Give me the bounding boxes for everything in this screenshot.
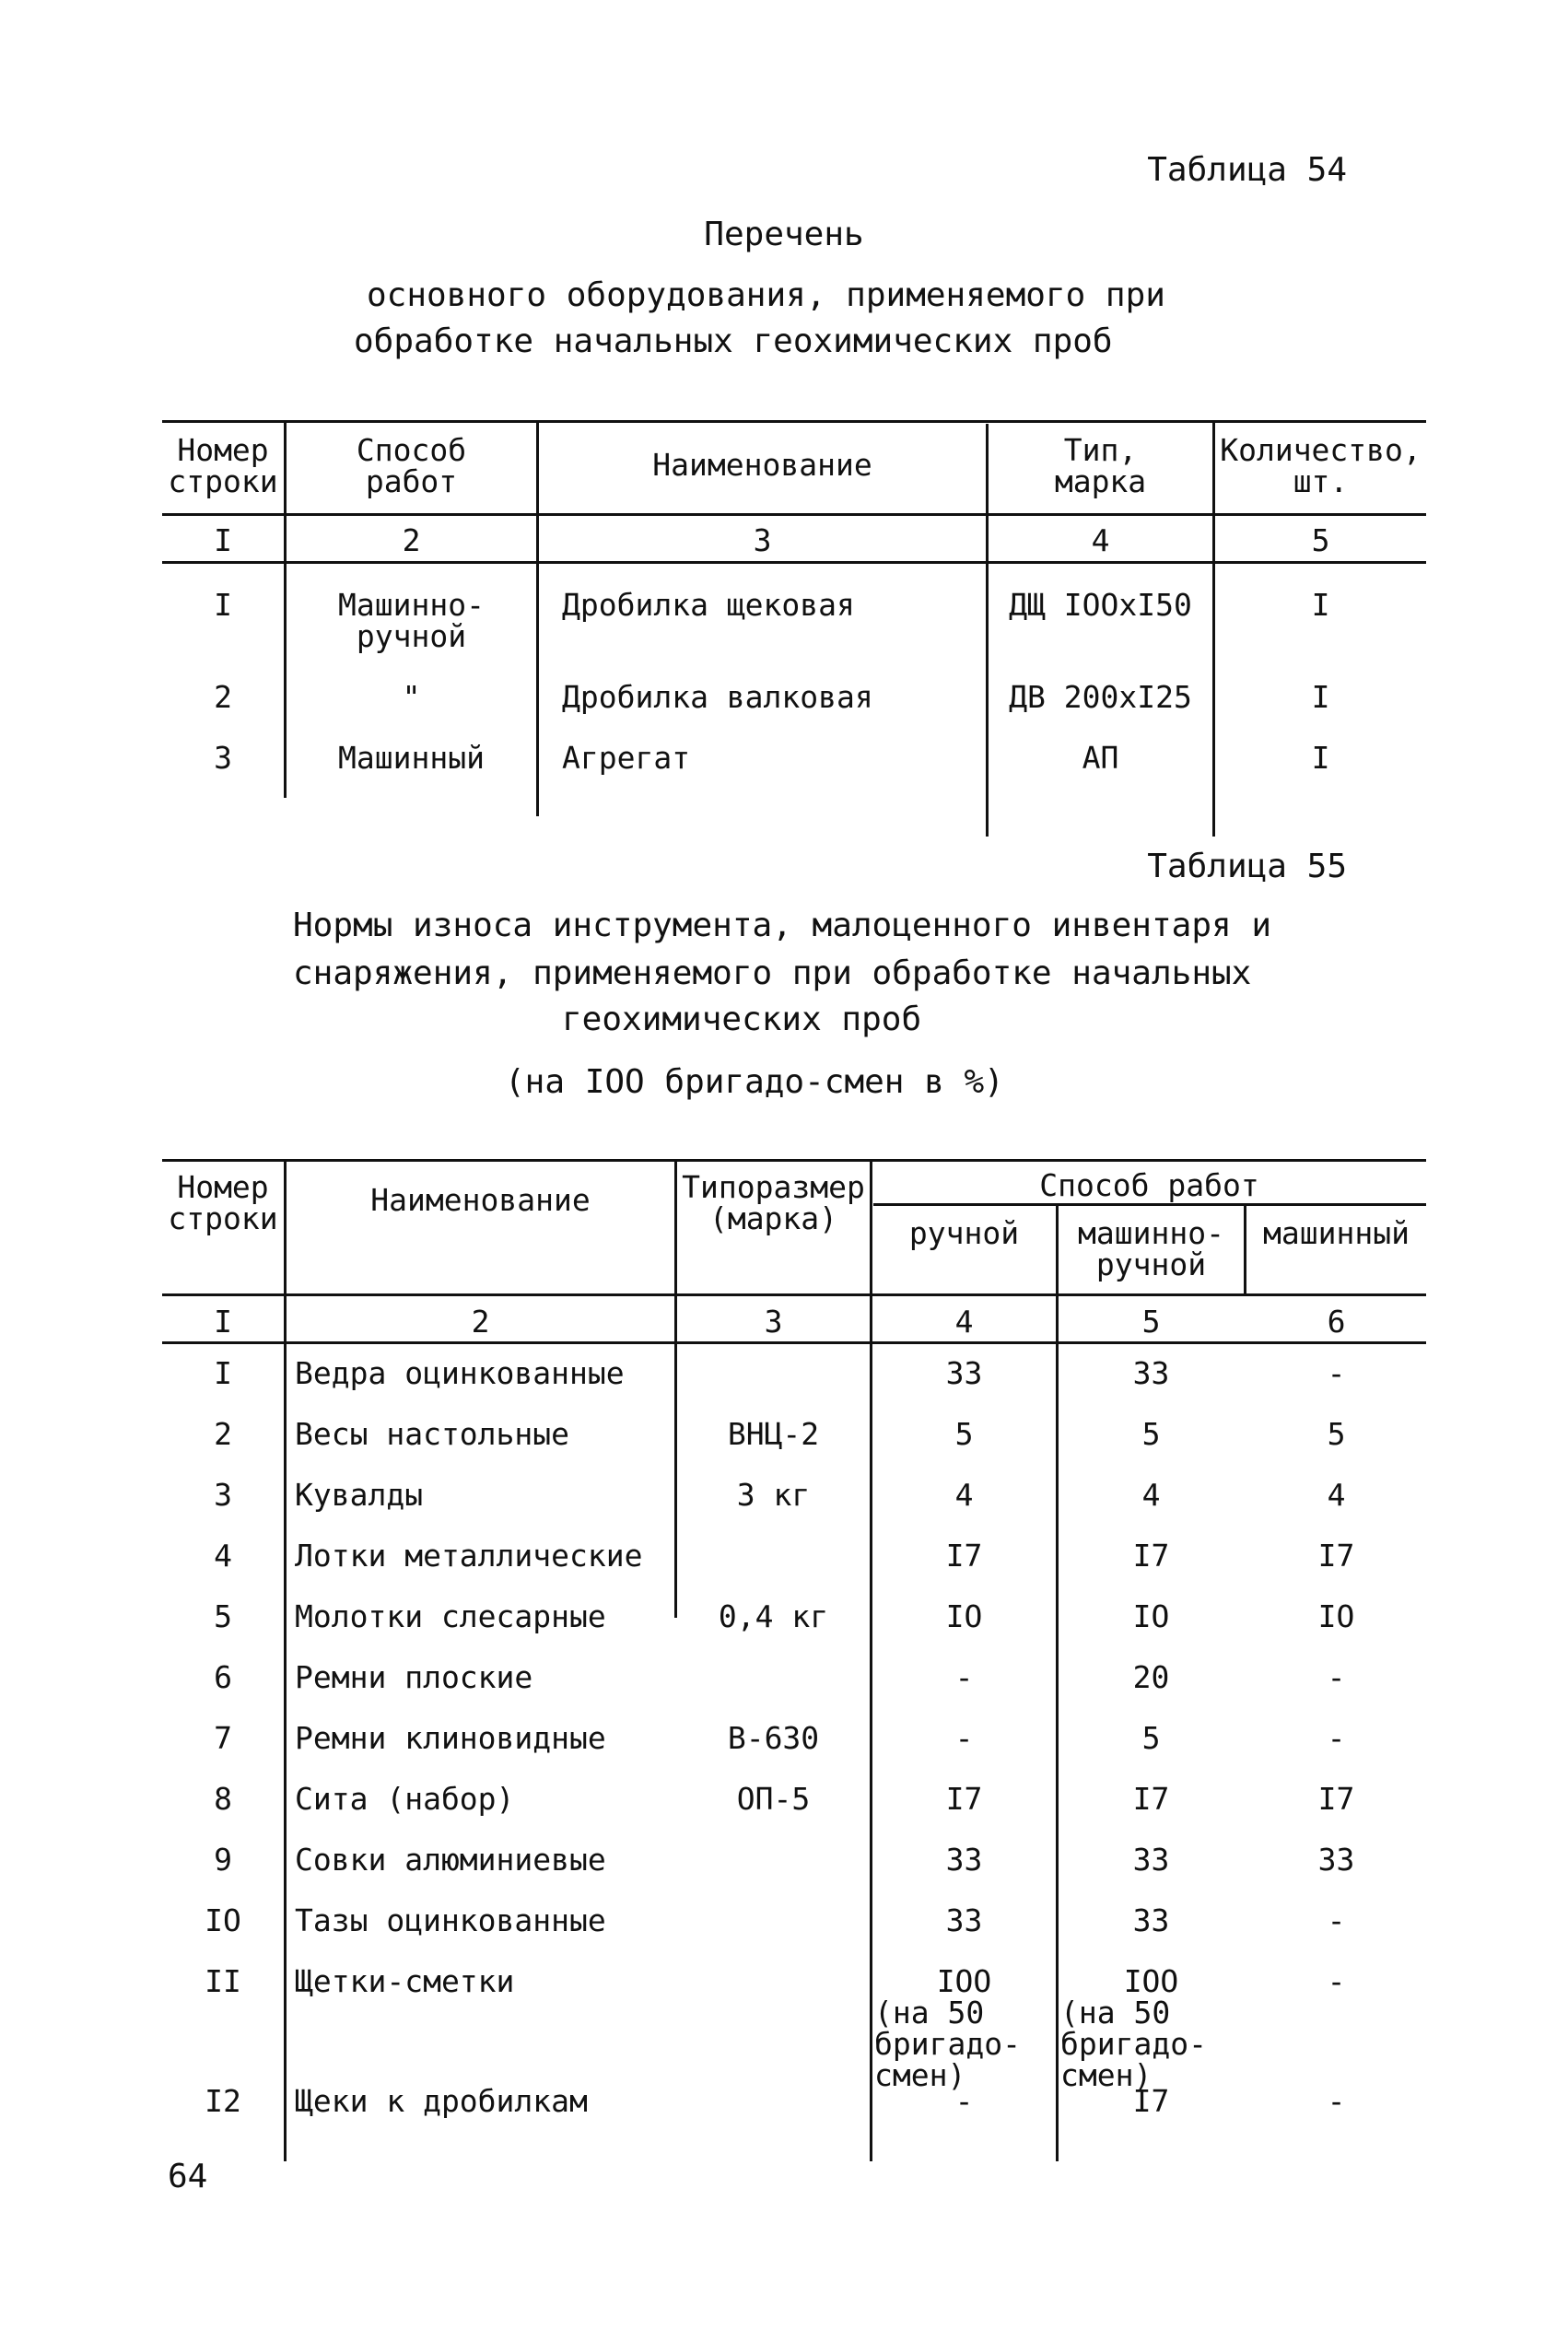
table-cell-name xyxy=(295,2083,682,2119)
table-cell-num xyxy=(162,2083,284,2119)
table-cell-manual xyxy=(872,1598,1056,1634)
header-text: работ xyxy=(365,463,458,499)
table-cell-num xyxy=(162,1659,284,1695)
cell-text: IOO xyxy=(1123,1963,1179,1999)
cell-text: 4 xyxy=(1327,1477,1346,1513)
table-cell-machine xyxy=(1246,2083,1426,2119)
table54-title-line2: основного оборудования, применяемого при xyxy=(367,276,1165,314)
header-text: Номер xyxy=(177,1169,269,1205)
table-cell-num xyxy=(162,1355,284,1391)
table-cell-name xyxy=(295,1598,682,1634)
cell-text: 5 xyxy=(1327,1416,1346,1452)
table-cell-manual xyxy=(872,1540,1056,1572)
table55-title-line1: Нормы износа инструмента, малоценного инвентаря и xyxy=(293,907,1272,944)
cell-text: ручной xyxy=(356,618,467,654)
cell-text: IO xyxy=(1317,1598,1355,1634)
table54-header-name: Наименование xyxy=(652,447,872,483)
table-cell-name xyxy=(295,1902,682,1938)
table-cell-semi xyxy=(1059,1477,1244,1513)
table54-row3-num: 3 xyxy=(214,740,232,776)
header-text: (марка) xyxy=(708,1200,838,1236)
cell-text: 4 xyxy=(214,1538,232,1574)
cell-text: 33 xyxy=(945,1842,983,1878)
table54-row3-type: АП xyxy=(1082,740,1119,776)
cell-text: 3 xyxy=(214,1477,232,1513)
table-cell-num xyxy=(162,1598,284,1634)
cell-note-line: (на 50 xyxy=(874,1995,985,2031)
table-cell-size xyxy=(677,1720,870,1756)
table-cell-name xyxy=(295,1781,682,1817)
table-cell-name xyxy=(295,1720,682,1756)
table-cell-num xyxy=(162,1781,284,1817)
table-cell-machine xyxy=(1246,1355,1426,1391)
table-cell-semi xyxy=(1059,1659,1244,1695)
table54-row2-name: Дробилка валковая xyxy=(562,679,873,715)
cell-text: ОП-5 xyxy=(736,1781,811,1817)
cell-note-line: смен) xyxy=(874,2057,966,2093)
table54-row3-method: Машинный xyxy=(338,740,485,776)
table-cell-num xyxy=(162,1902,284,1938)
cell-text: IO xyxy=(1132,1598,1170,1634)
cell-text: Ремни клиновидные xyxy=(295,1720,606,1756)
table-cell-machine xyxy=(1246,1720,1426,1756)
table-cell-semi xyxy=(1059,2083,1244,2119)
cell-text: Щеки к дробилкам xyxy=(295,2083,588,2119)
cell-text: I2 xyxy=(205,2083,241,2119)
header-text: Тип, xyxy=(1063,432,1138,468)
cell-note-line: смен) xyxy=(1060,2057,1153,2093)
table-cell-manual xyxy=(872,1720,1056,1756)
cell-text: I7 xyxy=(1132,2083,1170,2119)
table54-row1-qty: I xyxy=(1311,587,1330,623)
cell-text: - xyxy=(1327,1963,1346,1999)
header-text: шт. xyxy=(1293,463,1349,499)
header-text: строки xyxy=(168,463,278,499)
table54-title: Перечень xyxy=(704,216,864,253)
header-text: строки xyxy=(168,1200,278,1236)
cell-text: 4 xyxy=(954,1477,974,1513)
cell-text: 33 xyxy=(1132,1902,1170,1938)
table54-row3-name: Агрегат xyxy=(562,740,691,776)
table54-row2-type: ДВ 200хI25 xyxy=(1009,679,1192,715)
cell-text: ВНЦ-2 xyxy=(727,1416,820,1452)
table-cell-name xyxy=(295,1844,682,1876)
cell-text: 33 xyxy=(945,1355,983,1391)
cell-text: Щетки-сметки xyxy=(295,1963,515,1999)
table-cell-machine xyxy=(1246,1844,1426,1876)
table-cell-manual xyxy=(872,1844,1056,1876)
table-cell-semi xyxy=(1059,1355,1244,1391)
table-cell-name xyxy=(295,1477,682,1513)
table-cell-machine xyxy=(1246,1963,1426,1999)
cell-text: Ремни плоские xyxy=(295,1659,533,1695)
cell-text: 6 xyxy=(214,1659,232,1695)
cell-text: I7 xyxy=(945,1538,983,1574)
cell-text: В-630 xyxy=(727,1720,820,1756)
table-cell-machine xyxy=(1246,1540,1426,1572)
cell-text: IO xyxy=(205,1902,241,1938)
table-cell-num xyxy=(162,1540,284,1572)
table-cell-size xyxy=(677,1477,870,1513)
cell-text: I7 xyxy=(1317,1538,1355,1574)
cell-text: - xyxy=(1327,1902,1346,1938)
table54-colnum-4: 4 xyxy=(1091,522,1110,558)
cell-text: 33 xyxy=(945,1902,983,1938)
table55-label: Таблица 55 xyxy=(1147,848,1347,885)
cell-text: - xyxy=(954,2083,974,2119)
cell-text: 7 xyxy=(214,1720,232,1756)
cell-text: 33 xyxy=(1317,1842,1355,1878)
table-cell-name xyxy=(295,1963,682,1999)
table-cell-machine xyxy=(1246,1781,1426,1817)
table-cell-machine xyxy=(1246,1659,1426,1695)
table-cell-num xyxy=(162,1844,284,1876)
table-cell-name xyxy=(295,1416,682,1452)
table54-colnum-3: 3 xyxy=(753,522,772,558)
table-cell-semi xyxy=(1059,1416,1244,1452)
cell-text: Кувалды xyxy=(295,1477,424,1513)
cell-text: I xyxy=(214,1355,232,1391)
cell-text: 0,4 кг xyxy=(718,1598,829,1634)
table54-row2-qty: I xyxy=(1311,679,1330,715)
table-cell-manual xyxy=(872,1963,1056,2093)
table-cell-name xyxy=(295,1355,682,1391)
table54-colnum-2: 2 xyxy=(402,522,421,558)
table-cell-size xyxy=(677,1416,870,1452)
cell-text: 33 xyxy=(1132,1355,1170,1391)
cell-text: IOO xyxy=(936,1963,992,1999)
cell-text: 5 xyxy=(1141,1416,1161,1452)
cell-text: 5 xyxy=(954,1416,974,1452)
page-number: 64 xyxy=(168,2158,208,2195)
table-cell-size xyxy=(677,1781,870,1817)
table-cell-semi xyxy=(1059,1781,1244,1817)
header-text: Номер xyxy=(177,432,269,468)
table55-subtitle: (на IOO бригадо-смен в %) xyxy=(505,1063,1004,1101)
table-cell-semi xyxy=(1059,1844,1244,1876)
table54-row3-qty: I xyxy=(1311,740,1330,776)
cell-note-line: бригадо- xyxy=(1060,2026,1207,2062)
header-text: машинно- xyxy=(1078,1215,1224,1251)
table55-colnum-1: I xyxy=(214,1304,232,1340)
table55-colnum-3: 3 xyxy=(764,1304,783,1340)
cell-text: - xyxy=(954,1720,974,1756)
cell-text: I7 xyxy=(945,1781,983,1817)
table55-header-group: Способ работ xyxy=(1039,1167,1259,1203)
cell-text: - xyxy=(954,1659,974,1695)
table-cell-manual xyxy=(872,1659,1056,1695)
table-cell-semi xyxy=(1059,1963,1244,2093)
table55-header-name: Наименование xyxy=(370,1182,591,1218)
table54-title-line3: обработке начальных геохимических проб xyxy=(354,322,1113,360)
cell-text: 9 xyxy=(214,1842,232,1878)
cell-text: Тазы оцинкованные xyxy=(295,1902,606,1938)
table-cell-machine xyxy=(1246,1416,1426,1452)
header-text: Типоразмер xyxy=(682,1169,865,1205)
header-text: марка xyxy=(1054,463,1147,499)
cell-text: 5 xyxy=(214,1598,232,1634)
cell-text: - xyxy=(1327,2083,1346,2119)
cell-text: 5 xyxy=(1141,1720,1161,1756)
table55-colnum-6: 6 xyxy=(1327,1304,1346,1340)
table54-row2-num: 2 xyxy=(214,679,232,715)
table-cell-size xyxy=(677,1598,870,1634)
table55-colnum-5: 5 xyxy=(1141,1304,1161,1340)
cell-text: Ведра оцинкованные xyxy=(295,1355,625,1391)
cell-text: II xyxy=(205,1963,241,1999)
cell-note-line: (на 50 xyxy=(1060,1995,1171,2031)
table-cell-manual xyxy=(872,2083,1056,2119)
table54-row1-type: ДЩ IOOxI50 xyxy=(1009,587,1192,623)
table55-header-machine: машинный xyxy=(1263,1215,1410,1251)
table-cell-manual xyxy=(872,1781,1056,1817)
cell-text: I7 xyxy=(1132,1781,1170,1817)
table54-row1-name: Дробилка щековая xyxy=(562,587,855,623)
cell-text: Лотки металлические xyxy=(295,1538,643,1574)
table-cell-machine xyxy=(1246,1598,1426,1634)
cell-text: 33 xyxy=(1132,1842,1170,1878)
table54-colnum-1: I xyxy=(214,522,232,558)
table-cell-name xyxy=(295,1540,682,1572)
table55-title-line2: снаряжения, применяемого при обработке начальных xyxy=(293,954,1252,992)
cell-text: 8 xyxy=(214,1781,232,1817)
table-cell-manual xyxy=(872,1355,1056,1391)
table-cell-manual xyxy=(872,1902,1056,1938)
cell-text: 2 xyxy=(214,1416,232,1452)
cell-text: - xyxy=(1327,1720,1346,1756)
table-cell-num xyxy=(162,1720,284,1756)
table54-row2-method: " xyxy=(402,679,421,715)
cell-text: I7 xyxy=(1132,1538,1170,1574)
table55-colnum-2: 2 xyxy=(471,1304,490,1340)
cell-text: 20 xyxy=(1132,1659,1170,1695)
cell-text: - xyxy=(1327,1355,1346,1391)
table-cell-num xyxy=(162,1416,284,1452)
table-cell-manual xyxy=(872,1477,1056,1513)
header-text: ручной xyxy=(1095,1246,1207,1282)
table54-colnum-5: 5 xyxy=(1311,522,1330,558)
table54-row1-num: I xyxy=(214,587,232,623)
cell-text: IO xyxy=(945,1598,983,1634)
cell-note-line: бригадо- xyxy=(874,2026,1021,2062)
cell-text: Сита (набор) xyxy=(295,1781,515,1817)
cell-text: 3 кг xyxy=(736,1477,811,1513)
table-cell-semi xyxy=(1059,1902,1244,1938)
table-cell-manual xyxy=(872,1416,1056,1452)
table-cell-semi xyxy=(1059,1720,1244,1756)
cell-text: - xyxy=(1327,1659,1346,1695)
cell-text: Машинно- xyxy=(338,587,485,623)
cell-text: Молотки слесарные xyxy=(295,1598,606,1634)
table-cell-name xyxy=(295,1659,682,1695)
table55-title-line3: геохимических проб xyxy=(562,1001,922,1038)
table54-label: Таблица 54 xyxy=(1147,151,1347,189)
table-cell-machine xyxy=(1246,1477,1426,1513)
table-cell-semi xyxy=(1059,1540,1244,1572)
table-cell-semi xyxy=(1059,1598,1244,1634)
table-cell-machine xyxy=(1246,1902,1426,1938)
header-text: Количество, xyxy=(1220,432,1422,468)
table55-colnum-4: 4 xyxy=(954,1304,974,1340)
cell-text: Совки алюминиевые xyxy=(295,1842,606,1878)
table55-header-manual: ручной xyxy=(908,1215,1020,1251)
cell-text: I7 xyxy=(1317,1781,1355,1817)
header-text: Способ xyxy=(356,432,467,468)
table-cell-num xyxy=(162,1963,284,1999)
table-cell-num xyxy=(162,1477,284,1513)
cell-text: 4 xyxy=(1141,1477,1161,1513)
cell-text: Весы настольные xyxy=(295,1416,570,1452)
